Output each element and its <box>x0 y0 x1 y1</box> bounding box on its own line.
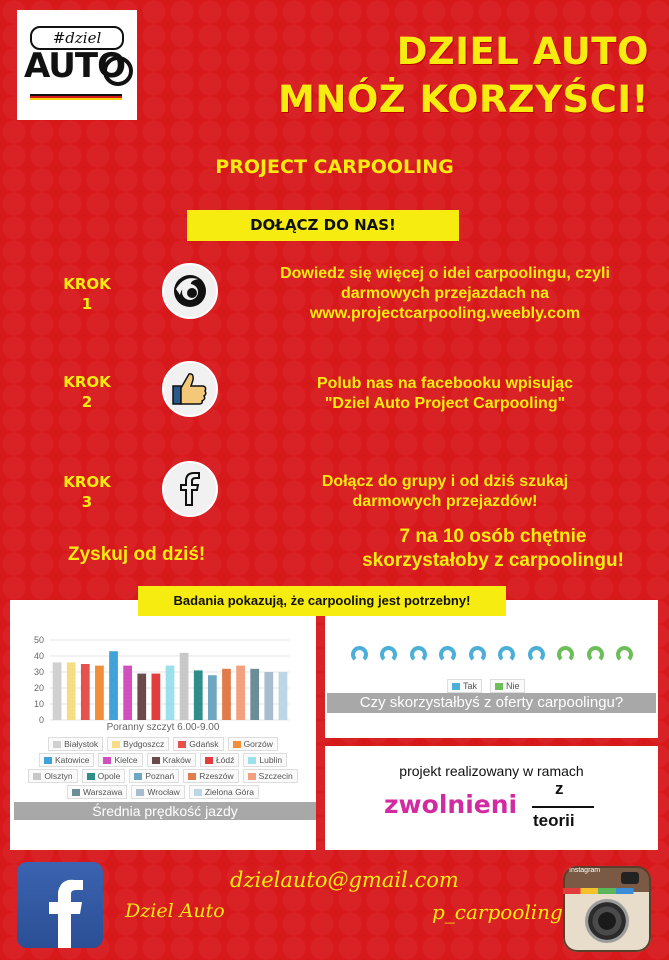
step-3-label <box>52 472 122 512</box>
step-1-link[interactable]: www.projectcarpooling.weebly.com <box>309 305 581 322</box>
subtitle: PROJECT CARPOOLING <box>215 156 454 178</box>
bar <box>53 662 62 720</box>
logo-stripes <box>30 94 122 100</box>
bar <box>250 669 259 720</box>
legend-label: Kielce <box>114 755 138 765</box>
y-tick-label: 30 <box>33 667 44 677</box>
page-title-line1: DZIEL AUTO <box>396 30 649 73</box>
legend-swatch <box>44 757 52 764</box>
study-banner: Badania pokazują, że carpooling jest potrzebny! <box>138 586 506 616</box>
step-1-text-line2: darmowych przejazdach na <box>340 285 550 302</box>
legend-tak-swatch <box>452 683 460 690</box>
legend-item <box>183 769 238 783</box>
legend-tak-label: Tak <box>463 681 478 691</box>
logo-hash-text: #dziel <box>30 26 124 50</box>
legend-tak <box>447 679 482 693</box>
pictogram-mark <box>439 646 456 663</box>
legend-swatch <box>33 773 41 780</box>
pictogram-mark <box>410 646 427 663</box>
bar <box>166 666 175 720</box>
legend-label: Olsztyn <box>44 771 73 781</box>
legend-swatch <box>152 757 160 764</box>
legend-label: Lublin <box>259 755 283 765</box>
legend-swatch <box>178 741 186 748</box>
step-1-text-line1: Dowiedz się więcej o idei carpoolingu, czyli <box>280 265 610 282</box>
legend-item <box>173 737 223 751</box>
y-tick-label: 10 <box>33 699 44 709</box>
bar-chart-caption: Średnia prędkość jazdy <box>14 802 316 820</box>
step-1-label <box>52 274 122 314</box>
step-3-text-line1: Dołącz do grupy i od dziś szukaj <box>321 473 569 490</box>
legend-label: Zielona Góra <box>204 787 254 797</box>
gain-right-text <box>343 525 643 573</box>
gain-left-text: Zyskuj od dziś! <box>68 544 206 565</box>
survey-pictogram <box>351 646 633 663</box>
gain-right-line2: skorzystałoby z carpoolingu! <box>362 550 624 571</box>
survey-panel <box>325 600 658 738</box>
bar <box>208 675 217 720</box>
pictogram-mark <box>351 646 368 663</box>
bar <box>236 666 245 720</box>
survey-caption: Czy skorzystałbyś z oferty carpoolingu? <box>327 693 656 713</box>
legend-item <box>82 769 126 783</box>
legend-item <box>131 785 184 799</box>
legend-swatch <box>188 773 196 780</box>
legend-swatch <box>205 757 213 764</box>
bar <box>123 666 132 720</box>
legend-label: Wrocław <box>147 787 180 797</box>
legend-swatch <box>194 789 202 796</box>
legend-label: Warszawa <box>83 787 123 797</box>
step-3-text <box>240 472 650 512</box>
legend-item <box>129 769 179 783</box>
pictogram-mark <box>380 646 397 663</box>
legend-swatch <box>72 789 80 796</box>
bar <box>95 666 104 720</box>
pictogram-mark <box>498 646 515 663</box>
steering-wheel-icon <box>103 56 133 86</box>
bar <box>81 664 90 720</box>
bar <box>137 674 146 720</box>
facebook-icon <box>162 461 218 517</box>
y-tick-label: 40 <box>33 651 44 661</box>
legend-label: Katowice <box>54 755 90 765</box>
join-banner: DOŁĄCZ DO NAS! <box>187 210 459 241</box>
instagram-stripe <box>563 888 651 894</box>
facebook-logo-icon[interactable] <box>17 862 103 948</box>
survey-legend <box>447 679 525 693</box>
project-brand: zwolnieni <box>384 790 518 819</box>
step-2-text-line2: "Dziel Auto Project Carpooling" <box>324 395 566 412</box>
legend-nie-swatch <box>495 683 503 690</box>
instagram-wordmark: Instagram <box>569 867 601 874</box>
legend-item <box>200 753 239 767</box>
legend-nie-label: Nie <box>506 681 520 691</box>
y-tick-label: 0 <box>38 715 44 725</box>
pictogram-mark <box>587 646 604 663</box>
legend-item <box>243 769 298 783</box>
legend-item <box>243 753 287 767</box>
legend-label: Gorzów <box>243 739 273 749</box>
legend-label: Opole <box>97 771 121 781</box>
project-z: z <box>555 779 564 798</box>
footer-email[interactable]: dzielauto@gmail.com <box>230 868 459 892</box>
legend-item <box>39 753 95 767</box>
step-1-text <box>240 264 650 324</box>
step-3-text-line2: darmowych przejazdów! <box>352 493 538 510</box>
footer-instagram-name[interactable]: p_carpooling <box>432 900 563 924</box>
legend-swatch <box>103 757 111 764</box>
legend-item <box>48 737 103 751</box>
project-line: projekt realizowany w ramach <box>399 763 584 779</box>
instagram-lens <box>585 899 629 943</box>
pictogram-mark <box>557 646 574 663</box>
legend-swatch <box>112 741 120 748</box>
legend-label: Gdańsk <box>189 739 219 749</box>
step-2-text-line1: Polub nas na facebooku wpisując <box>316 375 574 392</box>
pictogram-mark <box>469 646 486 663</box>
legend-label: Białystok <box>64 739 99 749</box>
step-2-text <box>240 374 650 414</box>
bar <box>109 651 118 720</box>
step-2-number: 2 <box>81 393 93 411</box>
step-3-number: 3 <box>81 493 93 511</box>
bar-chart-title: Poranny szczyt 6.00-9.00 <box>106 722 220 733</box>
legend-swatch <box>248 773 256 780</box>
bar <box>194 670 203 720</box>
legend-item <box>98 753 142 767</box>
y-tick-label: 50 <box>33 635 44 645</box>
step-2-label <box>52 372 122 412</box>
project-divider <box>532 806 594 808</box>
legend-swatch <box>136 789 144 796</box>
step-1-krok: KROK <box>63 275 111 293</box>
bar <box>279 672 288 720</box>
legend-item <box>147 753 196 767</box>
gain-right-line1: 7 na 10 osób chętnie <box>399 526 587 547</box>
footer-facebook-name[interactable]: Dziel Auto <box>125 900 225 922</box>
legend-swatch <box>87 773 95 780</box>
pictogram-mark <box>616 646 633 663</box>
step-1-number: 1 <box>81 295 93 313</box>
firefox-icon <box>162 263 218 319</box>
legend-swatch <box>53 741 61 748</box>
project-teorii: teorii <box>533 811 575 830</box>
instagram-viewfinder <box>621 872 639 884</box>
legend-item <box>189 785 259 799</box>
bar <box>222 669 231 720</box>
legend-item <box>107 737 169 751</box>
instagram-logo-icon[interactable] <box>563 866 651 952</box>
logo-auto-text: AUTO <box>24 46 125 86</box>
legend-item <box>67 785 127 799</box>
legend-label: Szczecin <box>258 771 293 781</box>
bar-chart-legend <box>24 737 302 799</box>
pictogram-mark <box>528 646 545 663</box>
legend-swatch <box>134 773 142 780</box>
y-tick-label: 20 <box>33 683 44 693</box>
step-3-krok: KROK <box>63 473 111 491</box>
legend-item <box>28 769 77 783</box>
legend-swatch <box>248 757 256 764</box>
legend-label: Łódź <box>215 755 235 765</box>
legend-swatch <box>233 741 241 748</box>
bar <box>67 662 76 720</box>
page-title-line2: MNÓŻ KORZYŚCI! <box>278 78 649 121</box>
legend-label: Poznań <box>145 771 175 781</box>
legend-label: Rzeszów <box>199 771 234 781</box>
legend-nie <box>490 679 525 693</box>
bar <box>180 653 189 720</box>
legend-item <box>228 737 278 751</box>
legend-label: Bydgoszcz <box>123 739 165 749</box>
thumbs-up-icon <box>162 361 218 417</box>
bar <box>152 674 161 720</box>
step-2-krok: KROK <box>63 373 111 391</box>
bar <box>264 672 273 720</box>
legend-label: Kraków <box>162 755 191 765</box>
